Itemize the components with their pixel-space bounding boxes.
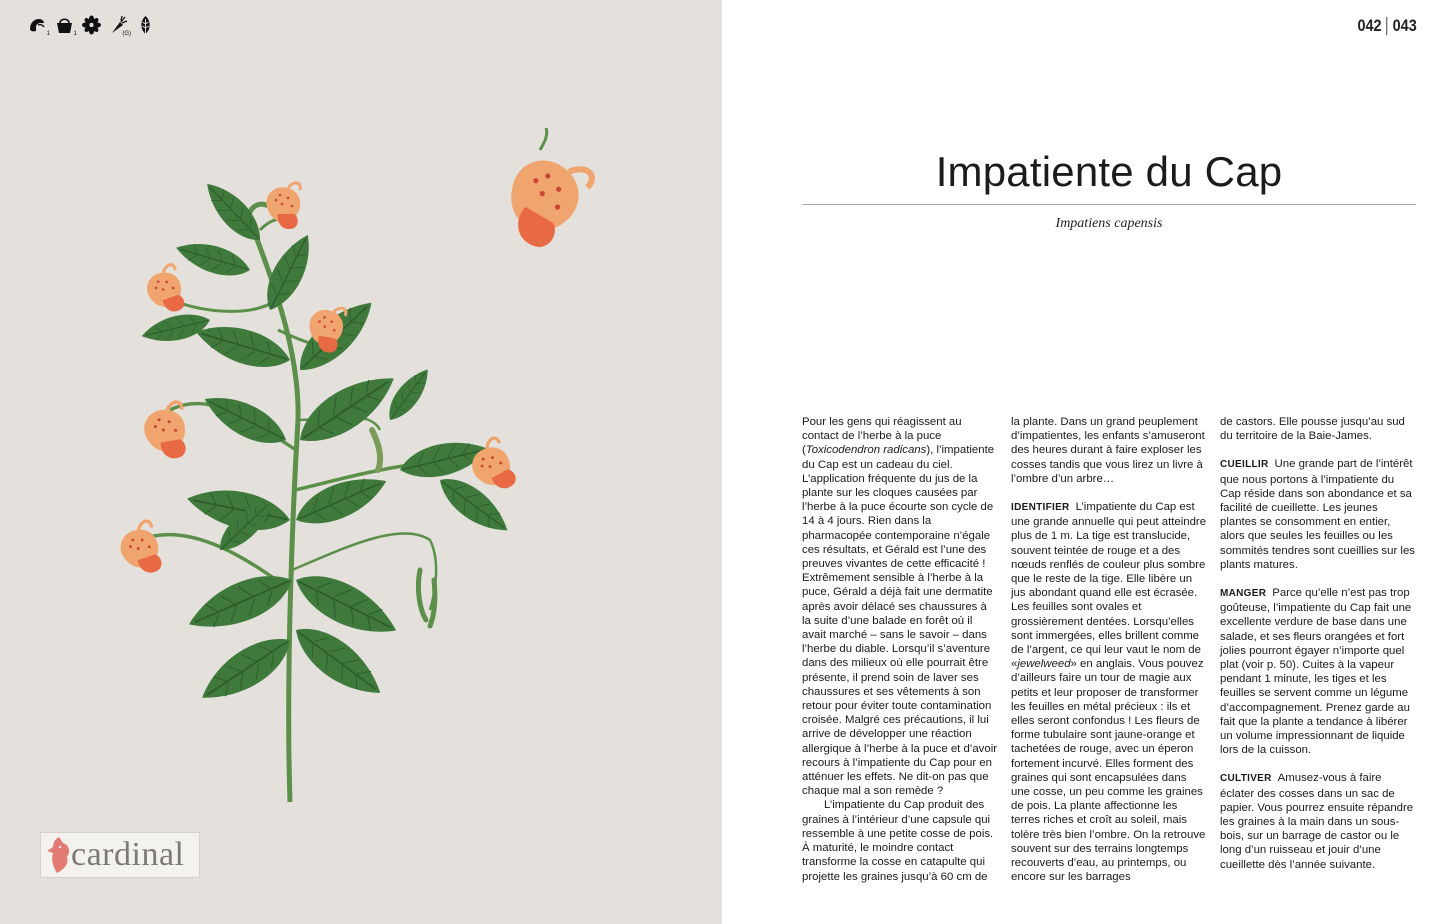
italic-term: jewelweed <box>1017 658 1071 671</box>
section-heading: IDENTIFIER <box>1011 502 1070 514</box>
article-title: Impatiente du Cap <box>935 148 1283 195</box>
identifier-section <box>1011 500 1207 884</box>
leaf-icon <box>136 15 155 35</box>
logo-wordmark: cardinal <box>71 836 185 873</box>
page-numbers <box>1358 16 1417 36</box>
text-column-3 <box>1220 415 1416 872</box>
title-divider <box>802 204 1416 205</box>
text-run: Une grande part de l’intérêt que nous portons à l’impatiente du Cap réside dans son abondance et sa facilité de cueillette. Les jeunes plantes se consomment en entier, alors que seules les feuilles ou les sommités tendres sont cueillies sur les plants matures. <box>1220 458 1415 571</box>
italic-term: Toxicodendron radicans <box>805 444 927 457</box>
seed-paragraph: L’impatiente du Cap produit des graines à l’intérieur d’une capsule qui ressemble à une petite cosse de pois. À maturité, le moindre contact transforme la cosse en catapulte qui projette les graines jusqu’à 60 cm de <box>802 799 994 883</box>
cultiver-section <box>1220 771 1416 871</box>
text-run: » en anglais. Vous pouvez d’ailleurs faire un tour de magie aux petits et leur proposer de transformer les feuilles en métal précieux : ils et elles seront confondus ! Les fleurs de forme tubulaire sont jaune-orange et tachetées de rouge, avec un éperon fortement incurvé. Elles forment des graines qui sont encapsulées dans une cosse, un peu comme les graines de pois. La plante affectionne les terres riches et croît au soleil, mais tolère très bien l’ombre. On la retrouve souvent sur des terrains longtemps recouverts d’eau, au printemps, ou encore sur les barrages <box>1011 658 1206 884</box>
page-number-right: 043 <box>1392 16 1417 35</box>
hand-icon: 1 <box>28 15 47 35</box>
continued-paragraph: de castors. Elle pousse jusqu’au sud du territoire de la Baie-James. <box>1220 416 1405 443</box>
cardinal-bird-icon <box>43 833 73 877</box>
continued-paragraph: la plante. Dans un grand peuplement d’impatientes, les enfants s’amuseront des heures durant à faire exploser les cosses tandis que vous lirez un livre à l’ombre d’un arbre… <box>1011 416 1205 485</box>
text-run: Amusez-vous à faire éclater des cosses dans un sac de papier. Vous pourrez ensuite répandre les graines à la main dans un sous-bois, sur un barrage de castor ou le long d’un ruisseau et jouir d’une cueillette dès l’année suivante. <box>1220 772 1414 871</box>
section-heading: MANGER <box>1220 588 1267 600</box>
page-number-divider <box>1387 17 1388 35</box>
usage-icons <box>28 15 155 35</box>
carrot-icon: (G) <box>109 15 128 35</box>
page-number-left: 042 <box>1357 16 1382 35</box>
text-column-2 <box>1011 415 1207 885</box>
text-column-1 <box>802 415 998 884</box>
intro-paragraph <box>802 415 998 798</box>
section-heading: CUEILLIR <box>1220 459 1269 471</box>
basket-icon: 1 <box>55 15 74 35</box>
plant-illustration <box>100 120 620 820</box>
text-run: L’impatiente du Cap est une grande annuelle qui peut atteindre plus de 1 m. La tige est translucide, souvent teintée de rouge et a des nœuds renflés de couleur plus sombre que le reste de la tige. Elle libère un jus abondant quand elle est écrasée. Les feuilles sont ovales et grossièrement dentées. Lorsqu’elles sont immergées, elles brillent comme de l’argent, ce qui leur vaut le nom de « <box>1011 501 1207 671</box>
text-run: Parce qu’elle n’est pas trop goûteuse, l’impatiente du Cap fait une excellente verdure de base dans une salade, et ses fleurs orangées et fort jolies pourront égayer n’importe quel plat (voir p. 50). Cuites à la vapeur pendant 1 minute, les tiges et les feuilles se servent comme un légume d’accompagnement. Prenez garde au fait que la plante a tendance à libérer un volume impressionnant de liquide lors de la cuisson. <box>1220 587 1412 757</box>
manger-section <box>1220 586 1416 757</box>
section-heading: CULTIVER <box>1220 773 1272 785</box>
latin-name: Impatiens capensis <box>1055 216 1163 231</box>
right-page <box>722 0 1445 924</box>
publisher-logo <box>40 832 200 878</box>
text-run: Pour les gens qui réagissent au contact de l’herbe à la puce ( <box>802 416 962 457</box>
flower-icon <box>82 15 101 35</box>
left-page <box>0 0 722 924</box>
text-run: ), l’impatiente du Cap est un cadeau du ciel. L’application fréquente du jus de la plante sur les cloques causées par l’herbe à la puce écourte son cycle de 14 à 4 jours. Rien dans la pharmacopée contemporaine n’égale ces résultats, et Gérald est l’une des preuves vivantes de cette efficacité ! Extrêmement sensible à l’herbe à la puce, Gérald a déjà fait une dermatite après avoir délacé ses chaussures à la suite d’une balade en forêt où il avait marché – sans le savoir – dans l’herbe du diable. Lorsqu’il s’aventure dans des milieux où elle pourrait être présente, il prend soin de laver ses chaussures et ses vêtements à son retour pour éviter toute contamination croisée. Malgré ces précautions, il lui arrive de développer une réaction allergique à l’herbe à la puce et d’avoir recours à l’impatiente du Cap pour en atténuer les effets. Ne dit-on pas que chaque mal a son remède ? <box>802 444 998 798</box>
cueillir-section <box>1220 457 1416 572</box>
